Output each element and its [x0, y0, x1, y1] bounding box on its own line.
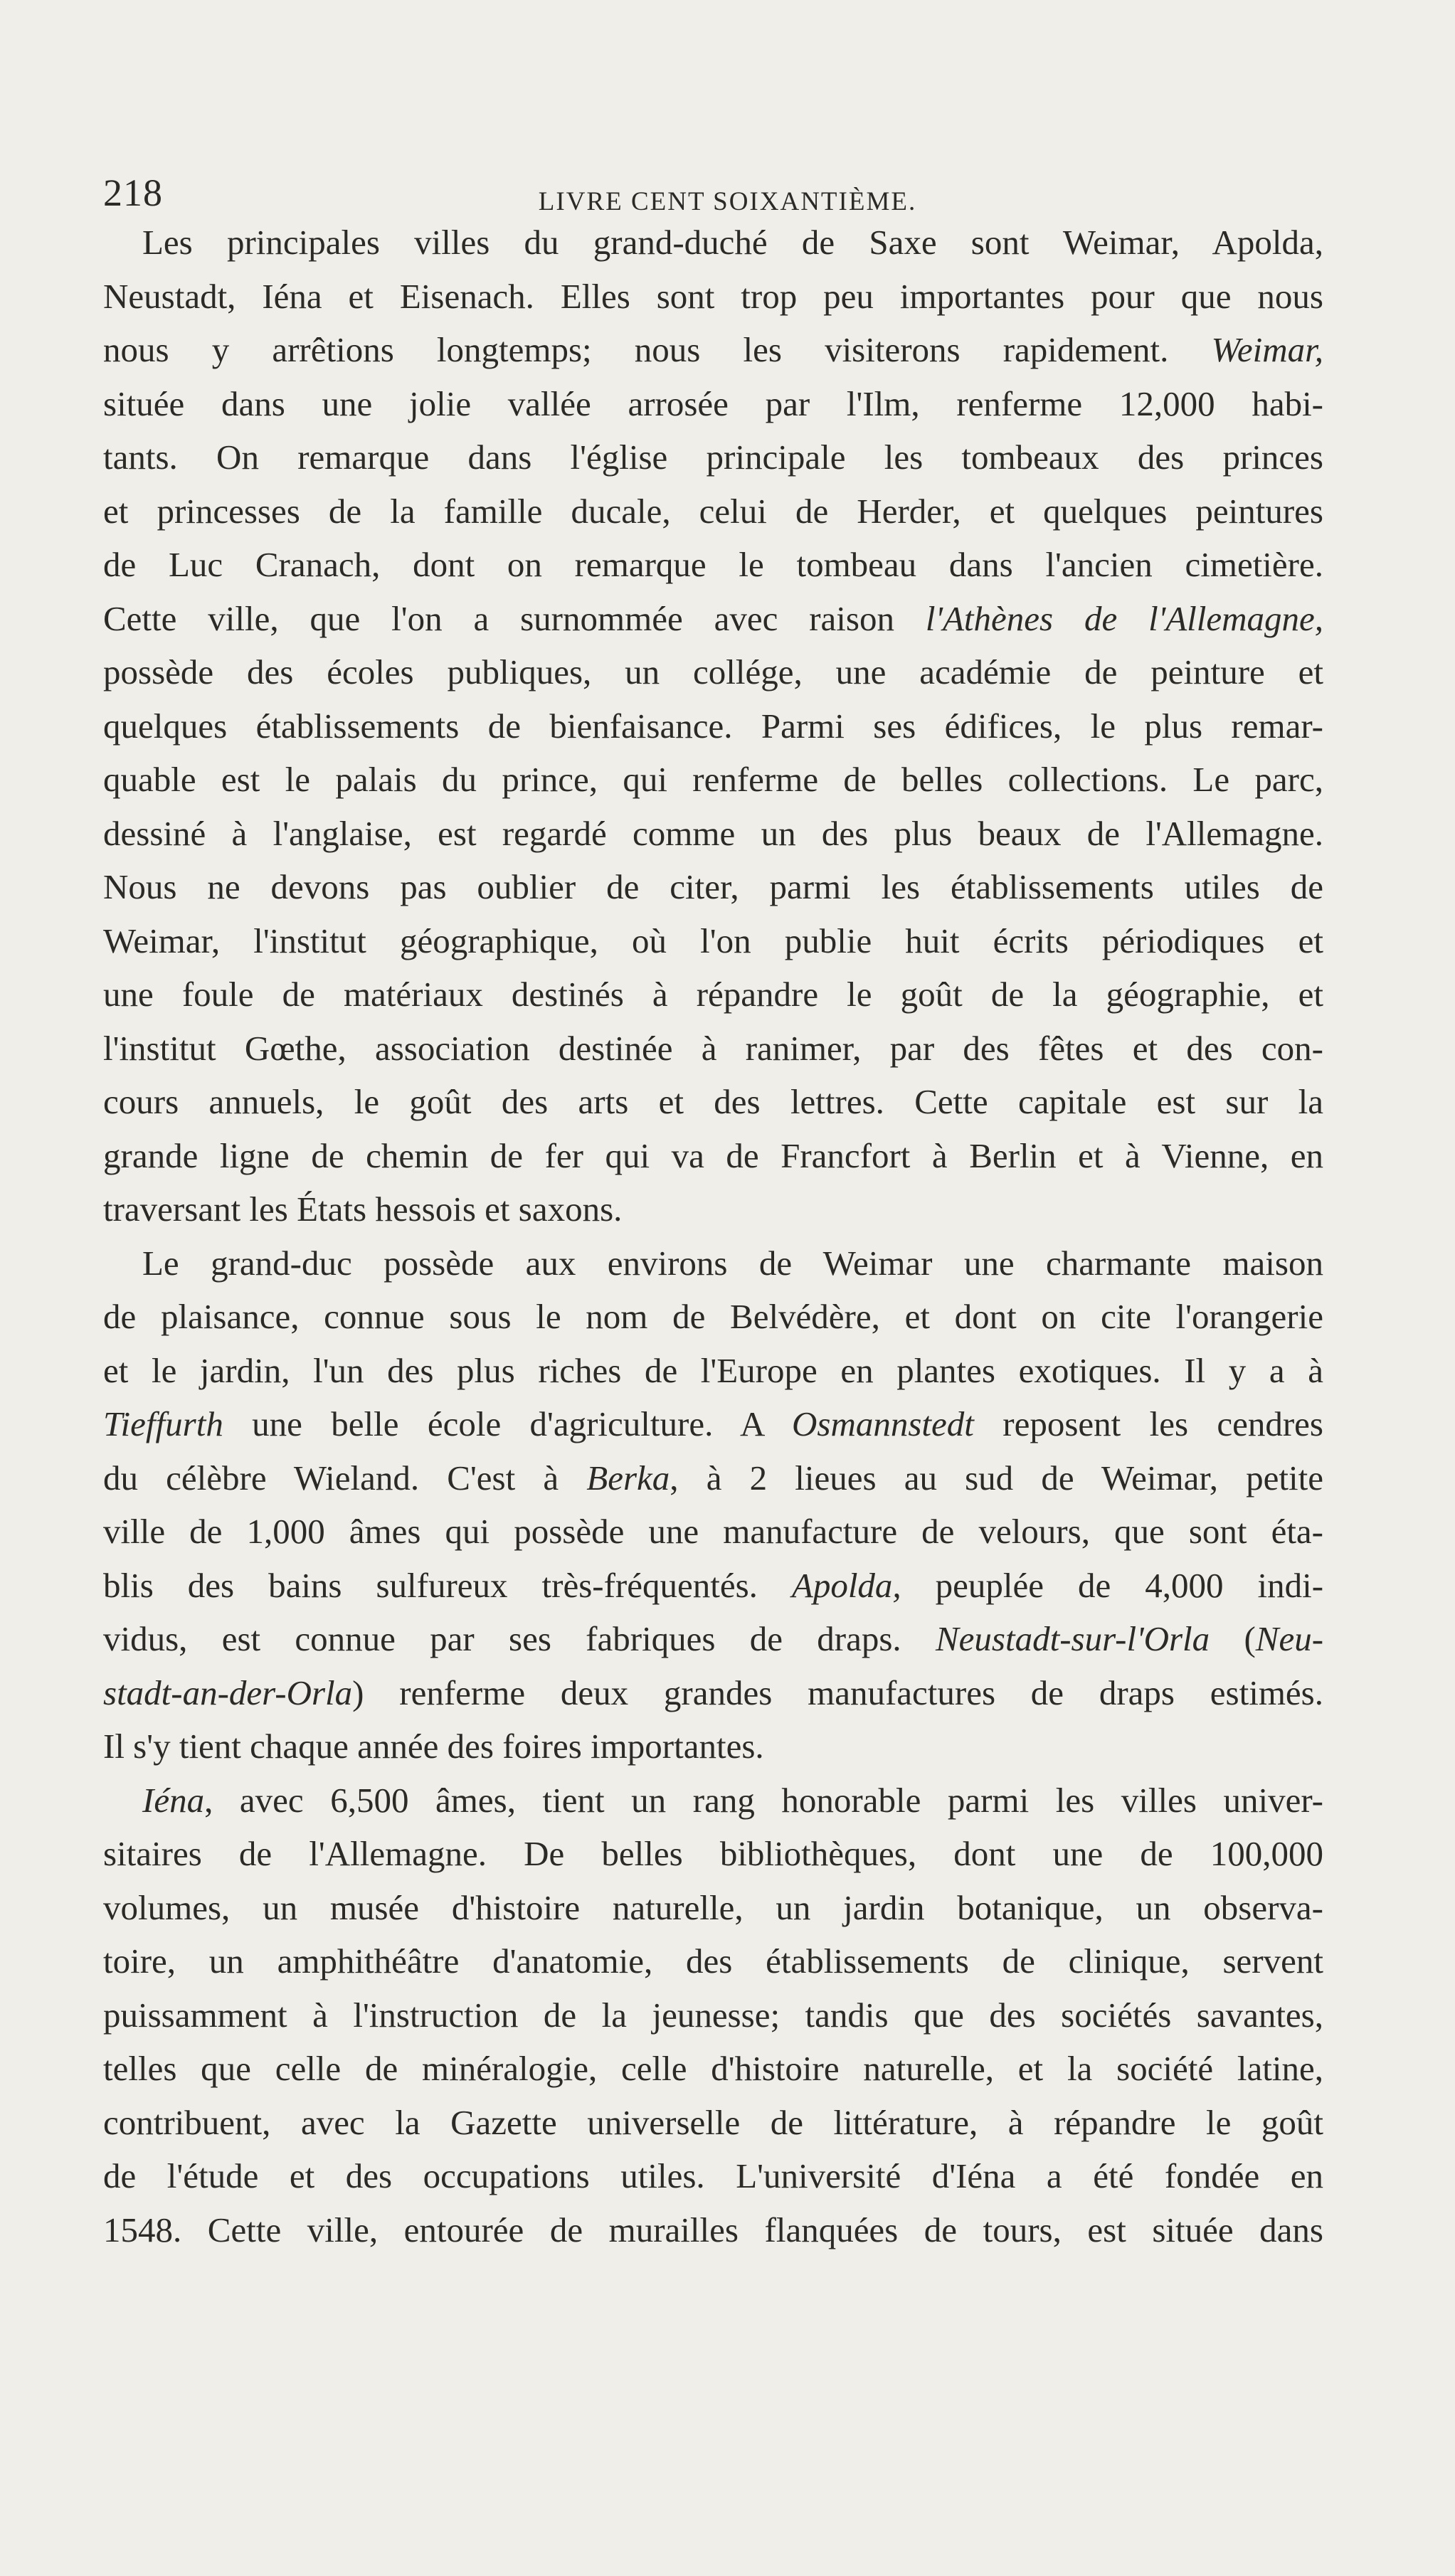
place-name-italic: Neu-: [1255, 1619, 1324, 1658]
place-name-italic: Neustadt-sur-l'Orla: [935, 1619, 1210, 1658]
text-line: tants. On remarque dans l'église principale les tombeaux des princes: [103, 438, 1323, 477]
text-line: volumes, un musée d'histoire naturelle, un jardin botanique, un observa-: [103, 1887, 1323, 1927]
text-line: telles que celle de minéralogie, celle d'histoire naturelle, et la société latine,: [103, 2049, 1323, 2088]
text-line: Weimar, l'institut géographique, où l'on publie huit écrits périodiques et: [103, 921, 1323, 960]
text-line: quable est le palais du prince, qui renferme de belles collections. Le parc,: [103, 760, 1323, 799]
text-line: Iéna, avec 6,500 âmes, tient un rang honorable parmi les villes univer-: [142, 1780, 1323, 1820]
text-line: vidus, est connue par ses fabriques de draps. Neustadt-sur-l'Orla (Neu-: [103, 1619, 1324, 1658]
place-name-italic: stadt-an-der-Orla: [103, 1673, 353, 1712]
text-line: du célèbre Wieland. C'est à Berka, à 2 lieues au sud de Weimar, petite: [103, 1458, 1323, 1498]
place-name-italic: Apolda,: [791, 1565, 901, 1605]
running-title: LIVRE CENT SOIXANTIÈME.: [538, 187, 917, 216]
text-line: traversant les États hessois et saxons.: [103, 1189, 623, 1229]
place-name-italic: Osmannstedt: [792, 1404, 974, 1443]
text-line: grande ligne de chemin de fer qui va de Francfort à Berlin et à Vienne, en: [103, 1135, 1323, 1175]
text-line: ville de 1,000 âmes qui possède une manufacture de velours, que sont éta-: [103, 1512, 1323, 1551]
text-line: Il s'y tient chaque année des foires importantes.: [103, 1727, 764, 1766]
text-line: sitaires de l'Allemagne. De belles bibliothèques, dont une de 100,000: [103, 1834, 1323, 1873]
page-number: 218: [103, 171, 163, 214]
text-line: de plaisance, connue sous le nom de Belvédère, et dont on cite l'orangerie: [103, 1297, 1323, 1336]
text-line: stadt-an-der-Orla) renferme deux grandes manufactures de draps estimés.: [103, 1673, 1324, 1712]
text-line: 1548. Cette ville, entourée de murailles flanquées de tours, est située dans: [103, 2210, 1323, 2249]
text-line: puissamment à l'instruction de la jeunesse; tandis que des sociétés savantes,: [103, 1995, 1323, 2035]
text-line: et le jardin, l'un des plus riches de l'Europe en plantes exotiques. Il y a à: [103, 1350, 1323, 1390]
text-line: dessiné à l'anglaise, est regardé comme un des plus beaux de l'Allemagne.: [103, 813, 1323, 853]
text-line: Le grand-duc possède aux environs de Weimar une charmante maison: [142, 1243, 1323, 1283]
place-name-italic: Tieffurth: [103, 1404, 223, 1443]
text-line: Les principales villes du grand-duché de Saxe sont Weimar, Apolda,: [142, 223, 1323, 262]
text-line: et princesses de la famille ducale, celui de Herder, et quelques peintures: [103, 491, 1323, 531]
text-line: toire, un amphithéâtre d'anatomie, des établissements de clinique, servent: [103, 1941, 1323, 1981]
text-line: contribuent, avec la Gazette universelle de littérature, à répandre le goût: [103, 2102, 1323, 2142]
place-name-italic: Berka: [586, 1458, 670, 1498]
text-line: de Luc Cranach, dont on remarque le tombeau dans l'ancien cimetière.: [103, 545, 1323, 584]
text-line: cours annuels, le goût des arts et des lettres. Cette capitale est sur la: [103, 1082, 1323, 1121]
text-line: Cette ville, que l'on a surnommée avec raison l'Athènes de l'Allemagne,: [103, 598, 1324, 638]
text-line: nous y arrêtions longtemps; nous les visiterons rapidement. Weimar,: [103, 330, 1324, 369]
epithet-italic: l'Athènes de l'Allemagne,: [925, 598, 1324, 638]
place-name-italic: Iéna: [142, 1780, 205, 1820]
body-text: [103, 216, 1323, 2257]
text-line: l'institut Gœthe, association destinée à ranimer, par des fêtes et des con-: [103, 1028, 1323, 1068]
place-name-italic: Weimar,: [1211, 330, 1324, 369]
text-line: blis des bains sulfureux très-fréquentés. Apolda, peuplée de 4,000 indi-: [103, 1565, 1324, 1605]
text-line: située dans une jolie vallée arrosée par l'Ilm, renferme 12,000 habi-: [103, 383, 1323, 423]
text-line: Neustadt, Iéna et Eisenach. Elles sont trop peu importantes pour que nous: [103, 276, 1323, 316]
text-line: Tieffurth une belle école d'agriculture. A Osmannstedt reposent les cendres: [103, 1404, 1323, 1443]
text-line: quelques établissements de bienfaisance. Parmi ses édifices, le plus remar-: [103, 706, 1323, 746]
text-line: Nous ne devons pas oublier de citer, parmi les établissements utiles de: [103, 867, 1323, 906]
text-line: une foule de matériaux destinés à répandre le goût de la géographie, et: [103, 975, 1323, 1014]
text-line: possède des écoles publiques, un collége, une académie de peinture et: [103, 652, 1323, 691]
text-line: de l'étude et des occupations utiles. L'université d'Iéna a été fondée en: [103, 2156, 1323, 2195]
